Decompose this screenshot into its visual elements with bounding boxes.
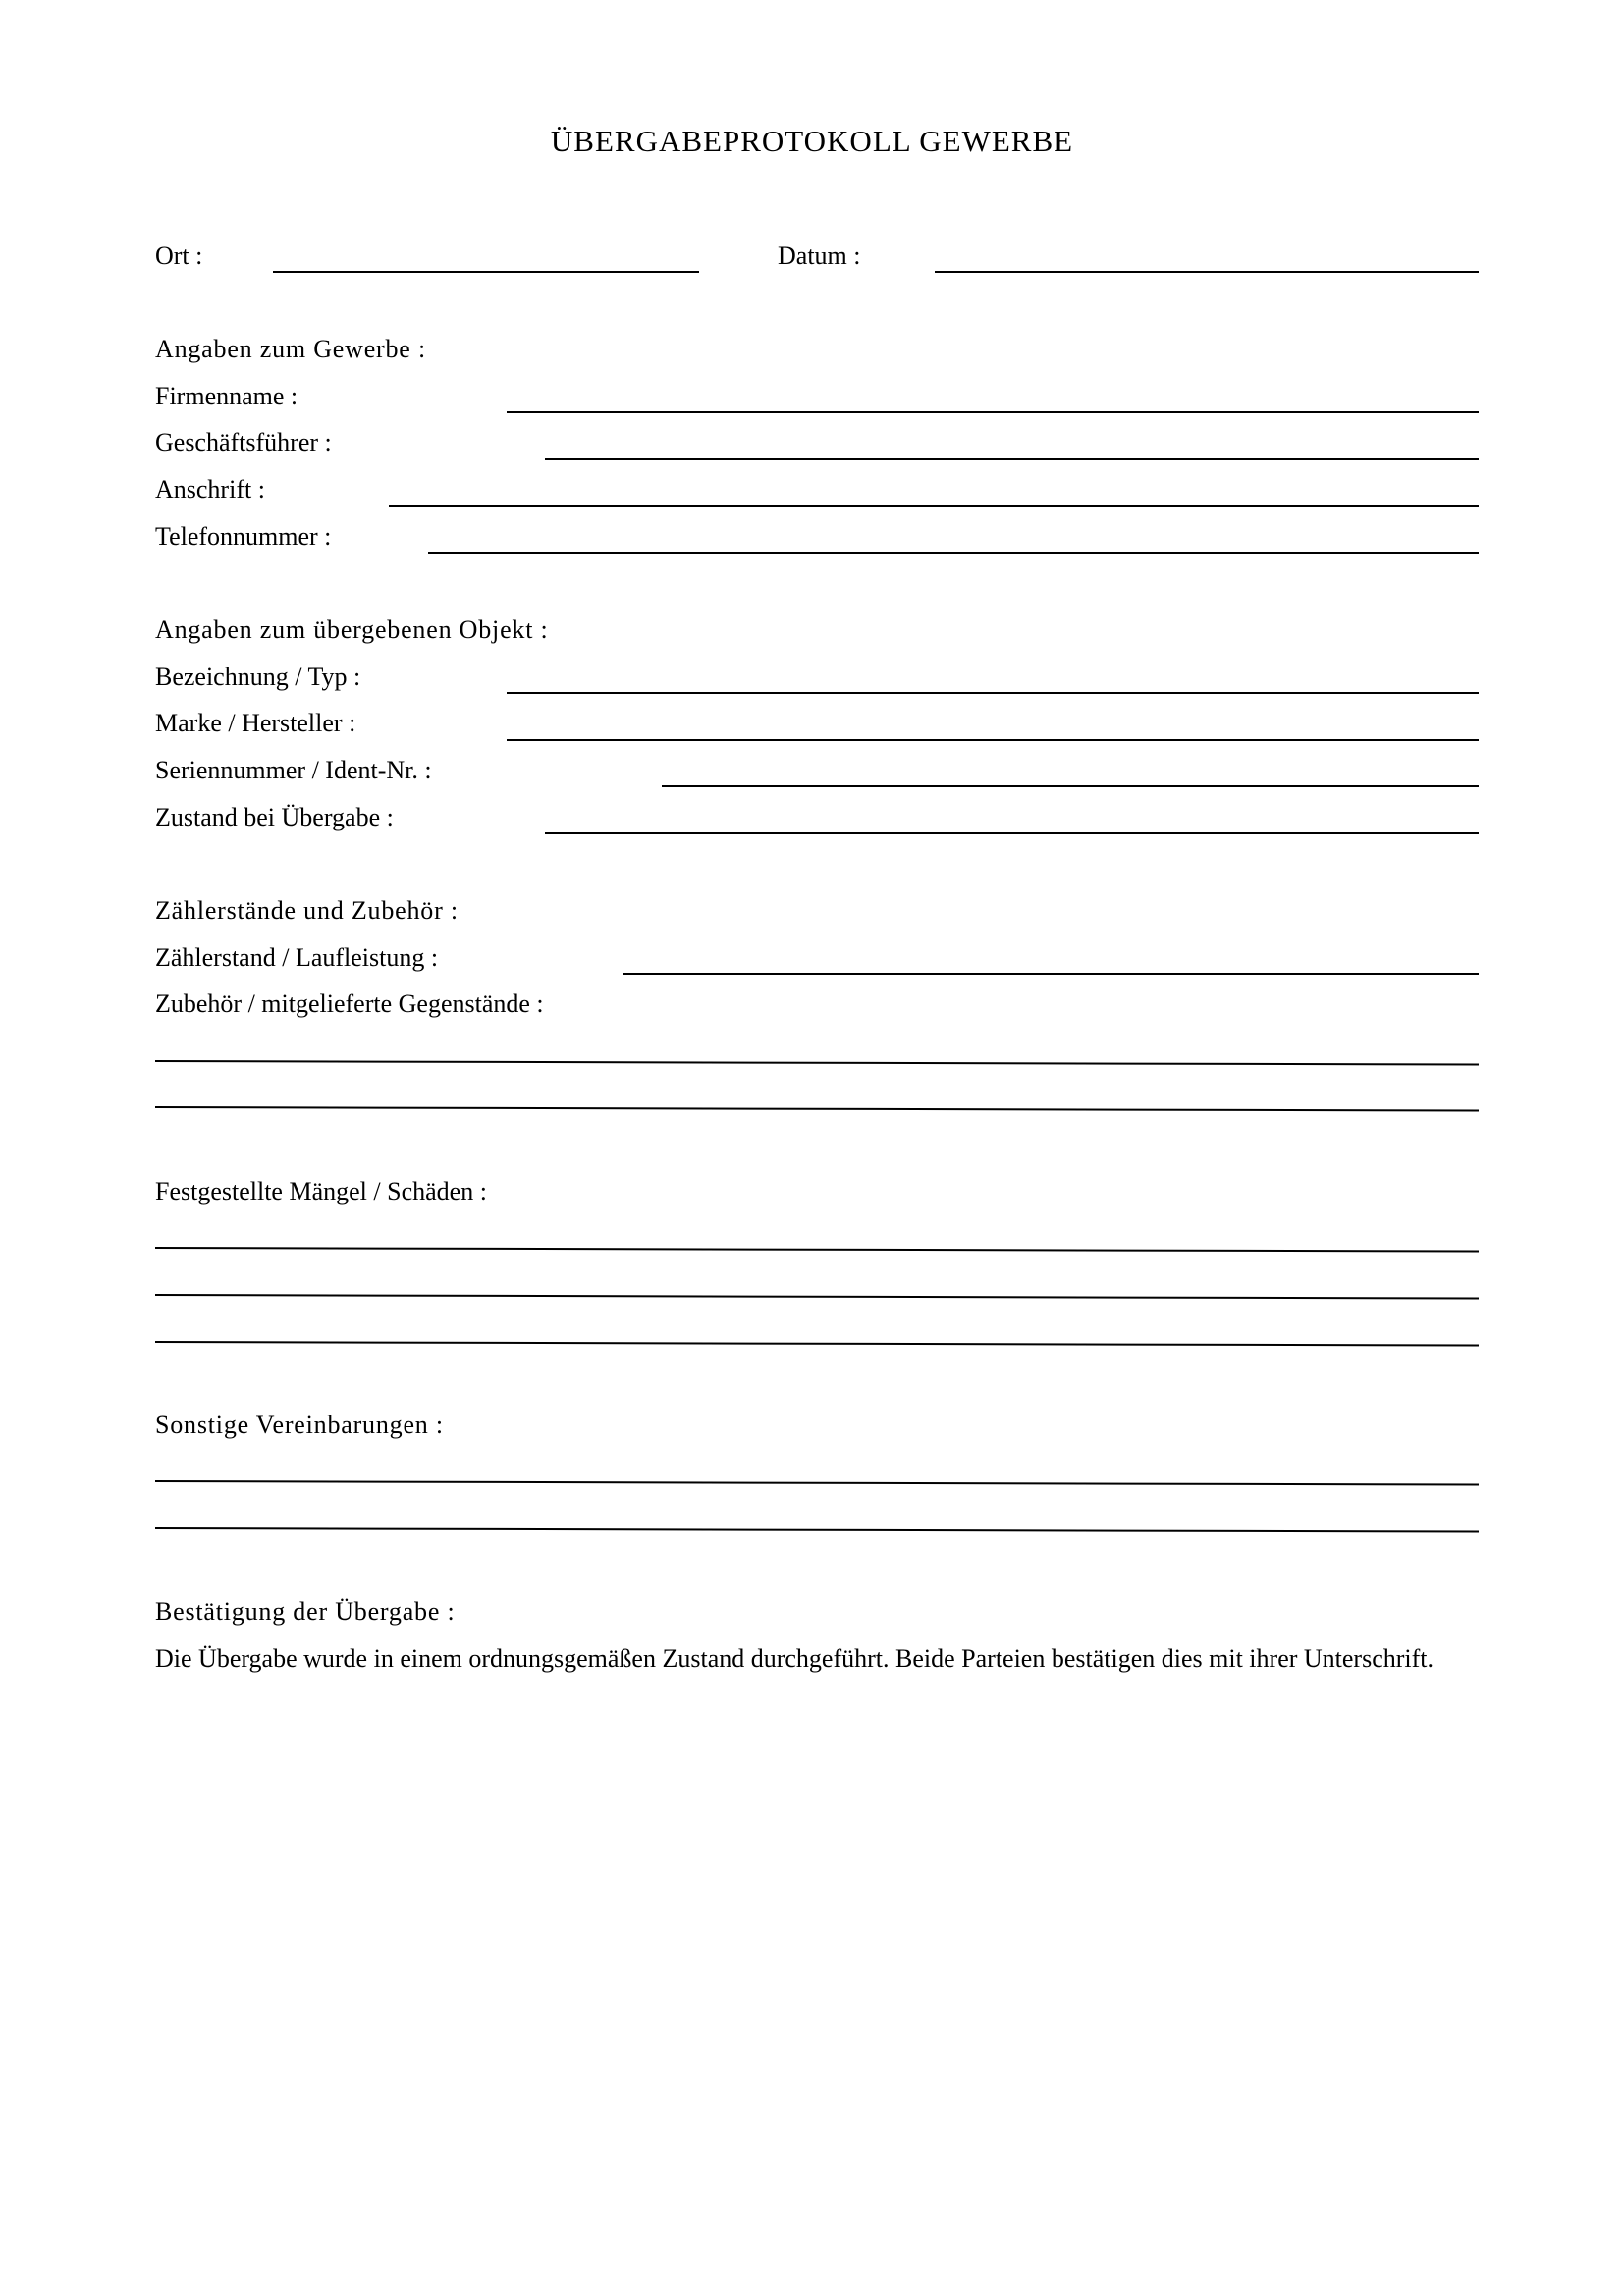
sonstiges-line-2 [155, 1527, 1479, 1533]
objekt-heading: Angaben zum übergebenen Objekt : [155, 615, 549, 644]
zubehoer-field-1[interactable] [155, 1031, 1479, 1060]
marke-label: Marke / Hersteller : [155, 709, 356, 737]
telefonnummer-field[interactable] [428, 522, 1479, 552]
document-title: ÜBERGABEPROTOKOLL GEWERBE [550, 124, 1074, 158]
datum-label: Datum : [778, 241, 861, 270]
sonstiges-field-1[interactable] [155, 1451, 1479, 1480]
maengel-line-1 [155, 1247, 1479, 1253]
zubehoer-line-1 [155, 1060, 1479, 1066]
zubehoer-label: Zubehör / mitgelieferte Gegenstände : [155, 989, 544, 1018]
zaehler-heading: Zählerstände und Zubehör : [155, 896, 459, 925]
ort-label: Ort : [155, 241, 203, 270]
marke-field[interactable] [507, 710, 1479, 739]
geschaeftsfuehrer-underline [545, 458, 1479, 460]
datum-underline [935, 271, 1479, 273]
firmenname-field[interactable] [507, 382, 1479, 411]
sonstiges-field-2[interactable] [155, 1498, 1479, 1527]
gewerbe-heading: Angaben zum Gewerbe : [155, 335, 426, 363]
zaehlerstand-field[interactable] [623, 943, 1479, 973]
maengel-field-2[interactable] [155, 1264, 1479, 1294]
zustand-field[interactable] [545, 803, 1479, 832]
zaehlerstand-underline [623, 973, 1479, 975]
maengel-line-2 [155, 1294, 1479, 1300]
telefonnummer-underline [428, 552, 1479, 554]
maengel-line-3 [155, 1341, 1479, 1347]
bestaetigung-heading: Bestätigung der Übergabe : [155, 1597, 456, 1626]
zubehoer-line-2 [155, 1106, 1479, 1112]
bezeichnung-underline [507, 692, 1479, 694]
ort-underline [273, 271, 699, 273]
anschrift-field[interactable] [389, 475, 1479, 505]
zustand-underline [545, 832, 1479, 834]
anschrift-label: Anschrift : [155, 475, 265, 504]
bezeichnung-label: Bezeichnung / Typ : [155, 663, 361, 691]
firmenname-underline [507, 411, 1479, 413]
datum-field[interactable] [935, 241, 1479, 271]
maengel-field-3[interactable] [155, 1311, 1479, 1341]
ort-field[interactable] [273, 241, 699, 271]
seriennummer-underline [662, 785, 1479, 787]
zaehlerstand-label: Zählerstand / Laufleistung : [155, 943, 439, 972]
sonstiges-line-1 [155, 1480, 1479, 1486]
geschaeftsfuehrer-field[interactable] [545, 429, 1479, 458]
maengel-heading: Festgestellte Mängel / Schäden : [155, 1177, 487, 1205]
seriennummer-label: Seriennummer / Ident-Nr. : [155, 756, 432, 784]
firmenname-label: Firmenname : [155, 382, 298, 410]
maengel-field-1[interactable] [155, 1217, 1479, 1247]
geschaeftsfuehrer-label: Geschäftsführer : [155, 428, 332, 456]
bestaetigung-text: Die Übergabe wurde in einem ordnungsgemäßen Zustand durchgeführt. Beide Parteien bestätigen dies mit ihrer Unterschrift. [155, 1644, 1435, 1673]
zubehoer-field-2[interactable] [155, 1077, 1479, 1106]
marke-underline [507, 739, 1479, 741]
zustand-label: Zustand bei Übergabe : [155, 803, 394, 831]
anschrift-underline [389, 505, 1479, 507]
telefonnummer-label: Telefonnummer : [155, 522, 332, 551]
bezeichnung-field[interactable] [507, 663, 1479, 692]
seriennummer-field[interactable] [662, 756, 1479, 785]
sonstiges-heading: Sonstige Vereinbarungen : [155, 1411, 444, 1439]
